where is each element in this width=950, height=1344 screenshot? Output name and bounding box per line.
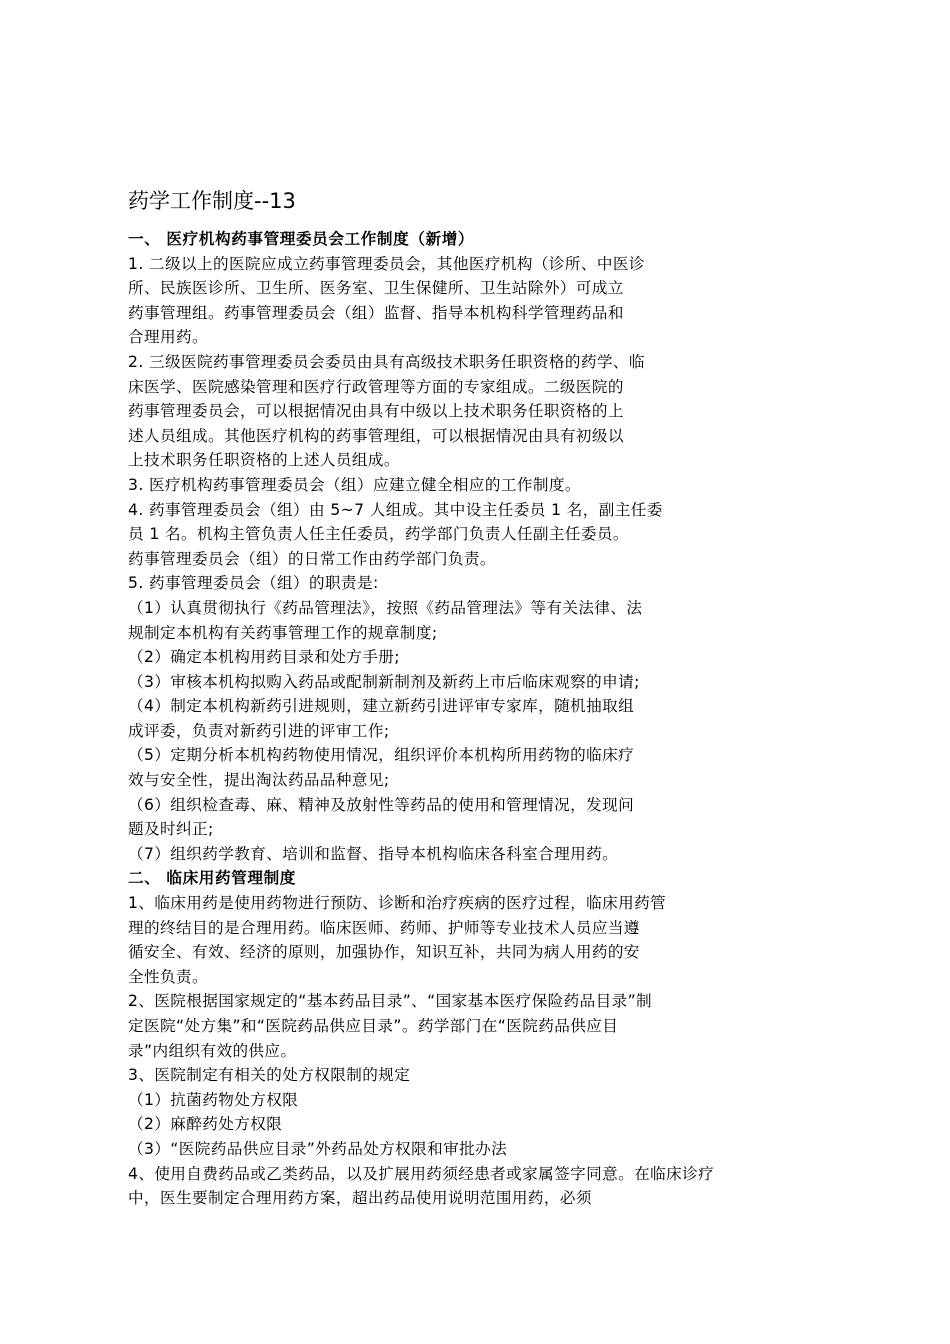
text-line: 2. 三级医院药事管理委员会委员由具有高级技术职务任职资格的药学、临	[128, 352, 645, 371]
text-line: 全性负责。	[128, 967, 208, 986]
document-body	[128, 227, 828, 1211]
text-line: 循安全、有效、经济的原则，加强协作，知识互补，共同为病人用药的安	[128, 943, 640, 962]
text-line: 员 1 名。机构主管负责人任主任委员，药学部门负责人任副主任委员。	[128, 525, 629, 544]
text-line: 4. 药事管理委员会（组）由 5~7 人组成。其中设主任委员 1 名，副主任委	[128, 500, 663, 519]
text-line: 3. 医疗机构药事管理委员会（组）应建立健全相应的工作制度。	[128, 475, 581, 494]
text-line: 药事管理组。药事管理委员会（组）监督、指导本机构科学管理药品和	[128, 303, 624, 322]
text-line: （2）确定本机构用药目录和处方手册;	[128, 648, 400, 667]
text-line: 述人员组成。其他医疗机构的药事管理组，可以根据情况由具有初级以	[128, 426, 624, 445]
text-line: （1）抗菌药物处方权限	[128, 1090, 299, 1109]
text-line: 录”内组织有效的供应。	[128, 1041, 297, 1060]
text-line: 2、医院根据国家规定的“基本药品目录”、“国家基本医疗保险药品目录”制	[128, 992, 653, 1011]
text-line: 所、民族医诊所、卫生所、医务室、卫生保健所、卫生站除外）可成立	[128, 279, 624, 298]
text-line: 4、使用自费药品或乙类药品，以及扩展用药须经患者或家属签字同意。在临床诊疗	[128, 1164, 715, 1183]
text-line: 5. 药事管理委员会（组）的职责是:	[128, 574, 379, 593]
text-line: （1）认真贯彻执行《药品管理法》，按照《药品管理法》等有关法律、法	[128, 598, 643, 617]
text-line: （3）审核本机构拟购入药品或配制新制剂及新药上市后临床观察的申请;	[128, 672, 640, 691]
text-line: 成评委，负责对新药引进的评审工作;	[128, 721, 390, 740]
section-heading: 一、 医疗机构药事管理委员会工作制度（新增）	[128, 230, 475, 248]
text-line: 1. 二级以上的医院应成立药事管理委员会，其他医疗机构（诊所、中医诊	[128, 254, 645, 273]
text-line: （6）组织检查毒、麻、精神及放射性等药品的使用和管理情况，发现问	[128, 795, 635, 814]
text-line: 药事管理委员会，可以根据情况由具有中级以上技术职务任职资格的上	[128, 402, 624, 421]
text-line: （4）制定本机构新药引进规则，建立新药引进评审专家库，随机抽取组	[128, 697, 635, 716]
text-line: 规制定本机构有关药事管理工作的规章制度;	[128, 623, 438, 642]
text-line: 3、医院制定有相关的处方权限制的规定	[128, 1066, 411, 1085]
text-line: 上技术职务任职资格的上述人员组成。	[128, 451, 400, 470]
text-line: （3）“医院药品供应目录”外药品处方权限和审批办法	[128, 1139, 508, 1158]
text-line: 床医学、医院感染管理和医疗行政管理等方面的专家组成。二级医院的	[128, 377, 624, 396]
text-line: 定医院“处方集”和“医院药品供应目录”。药学部门在“医院药品供应目	[128, 1017, 619, 1035]
text-line: 效与安全性，提出淘汰药品品种意见;	[128, 771, 390, 790]
text-line: 理的终结目的是合理用药。临床医师、药师、护师等专业技术人员应当遵	[128, 918, 640, 937]
text-line: （2）麻醉药处方权限	[128, 1115, 283, 1134]
document-title: 药学工作制度--13	[128, 189, 296, 213]
text-line: 题及时纠正;	[128, 820, 214, 839]
text-line: 1、临床用药是使用药物进行预防、诊断和治疗疾病的医疗过程，临床用药管	[128, 894, 667, 913]
section-heading: 二、 临床用药管理制度	[128, 869, 296, 888]
text-line: 药事管理委员会（组）的日常工作由药学部门负责。	[128, 549, 496, 568]
text-line: 合理用药。	[128, 328, 208, 347]
text-line: （7）组织药学教育、培训和监督、指导本机构临床各科室合理用药。	[128, 844, 619, 863]
text-line: 中，医生要制定合理用药方案，超出药品使用说明范围用药，必须	[128, 1189, 592, 1208]
text-line: （5）定期分析本机构药物使用情况，组织评价本机构所用药物的临床疗	[128, 746, 635, 765]
